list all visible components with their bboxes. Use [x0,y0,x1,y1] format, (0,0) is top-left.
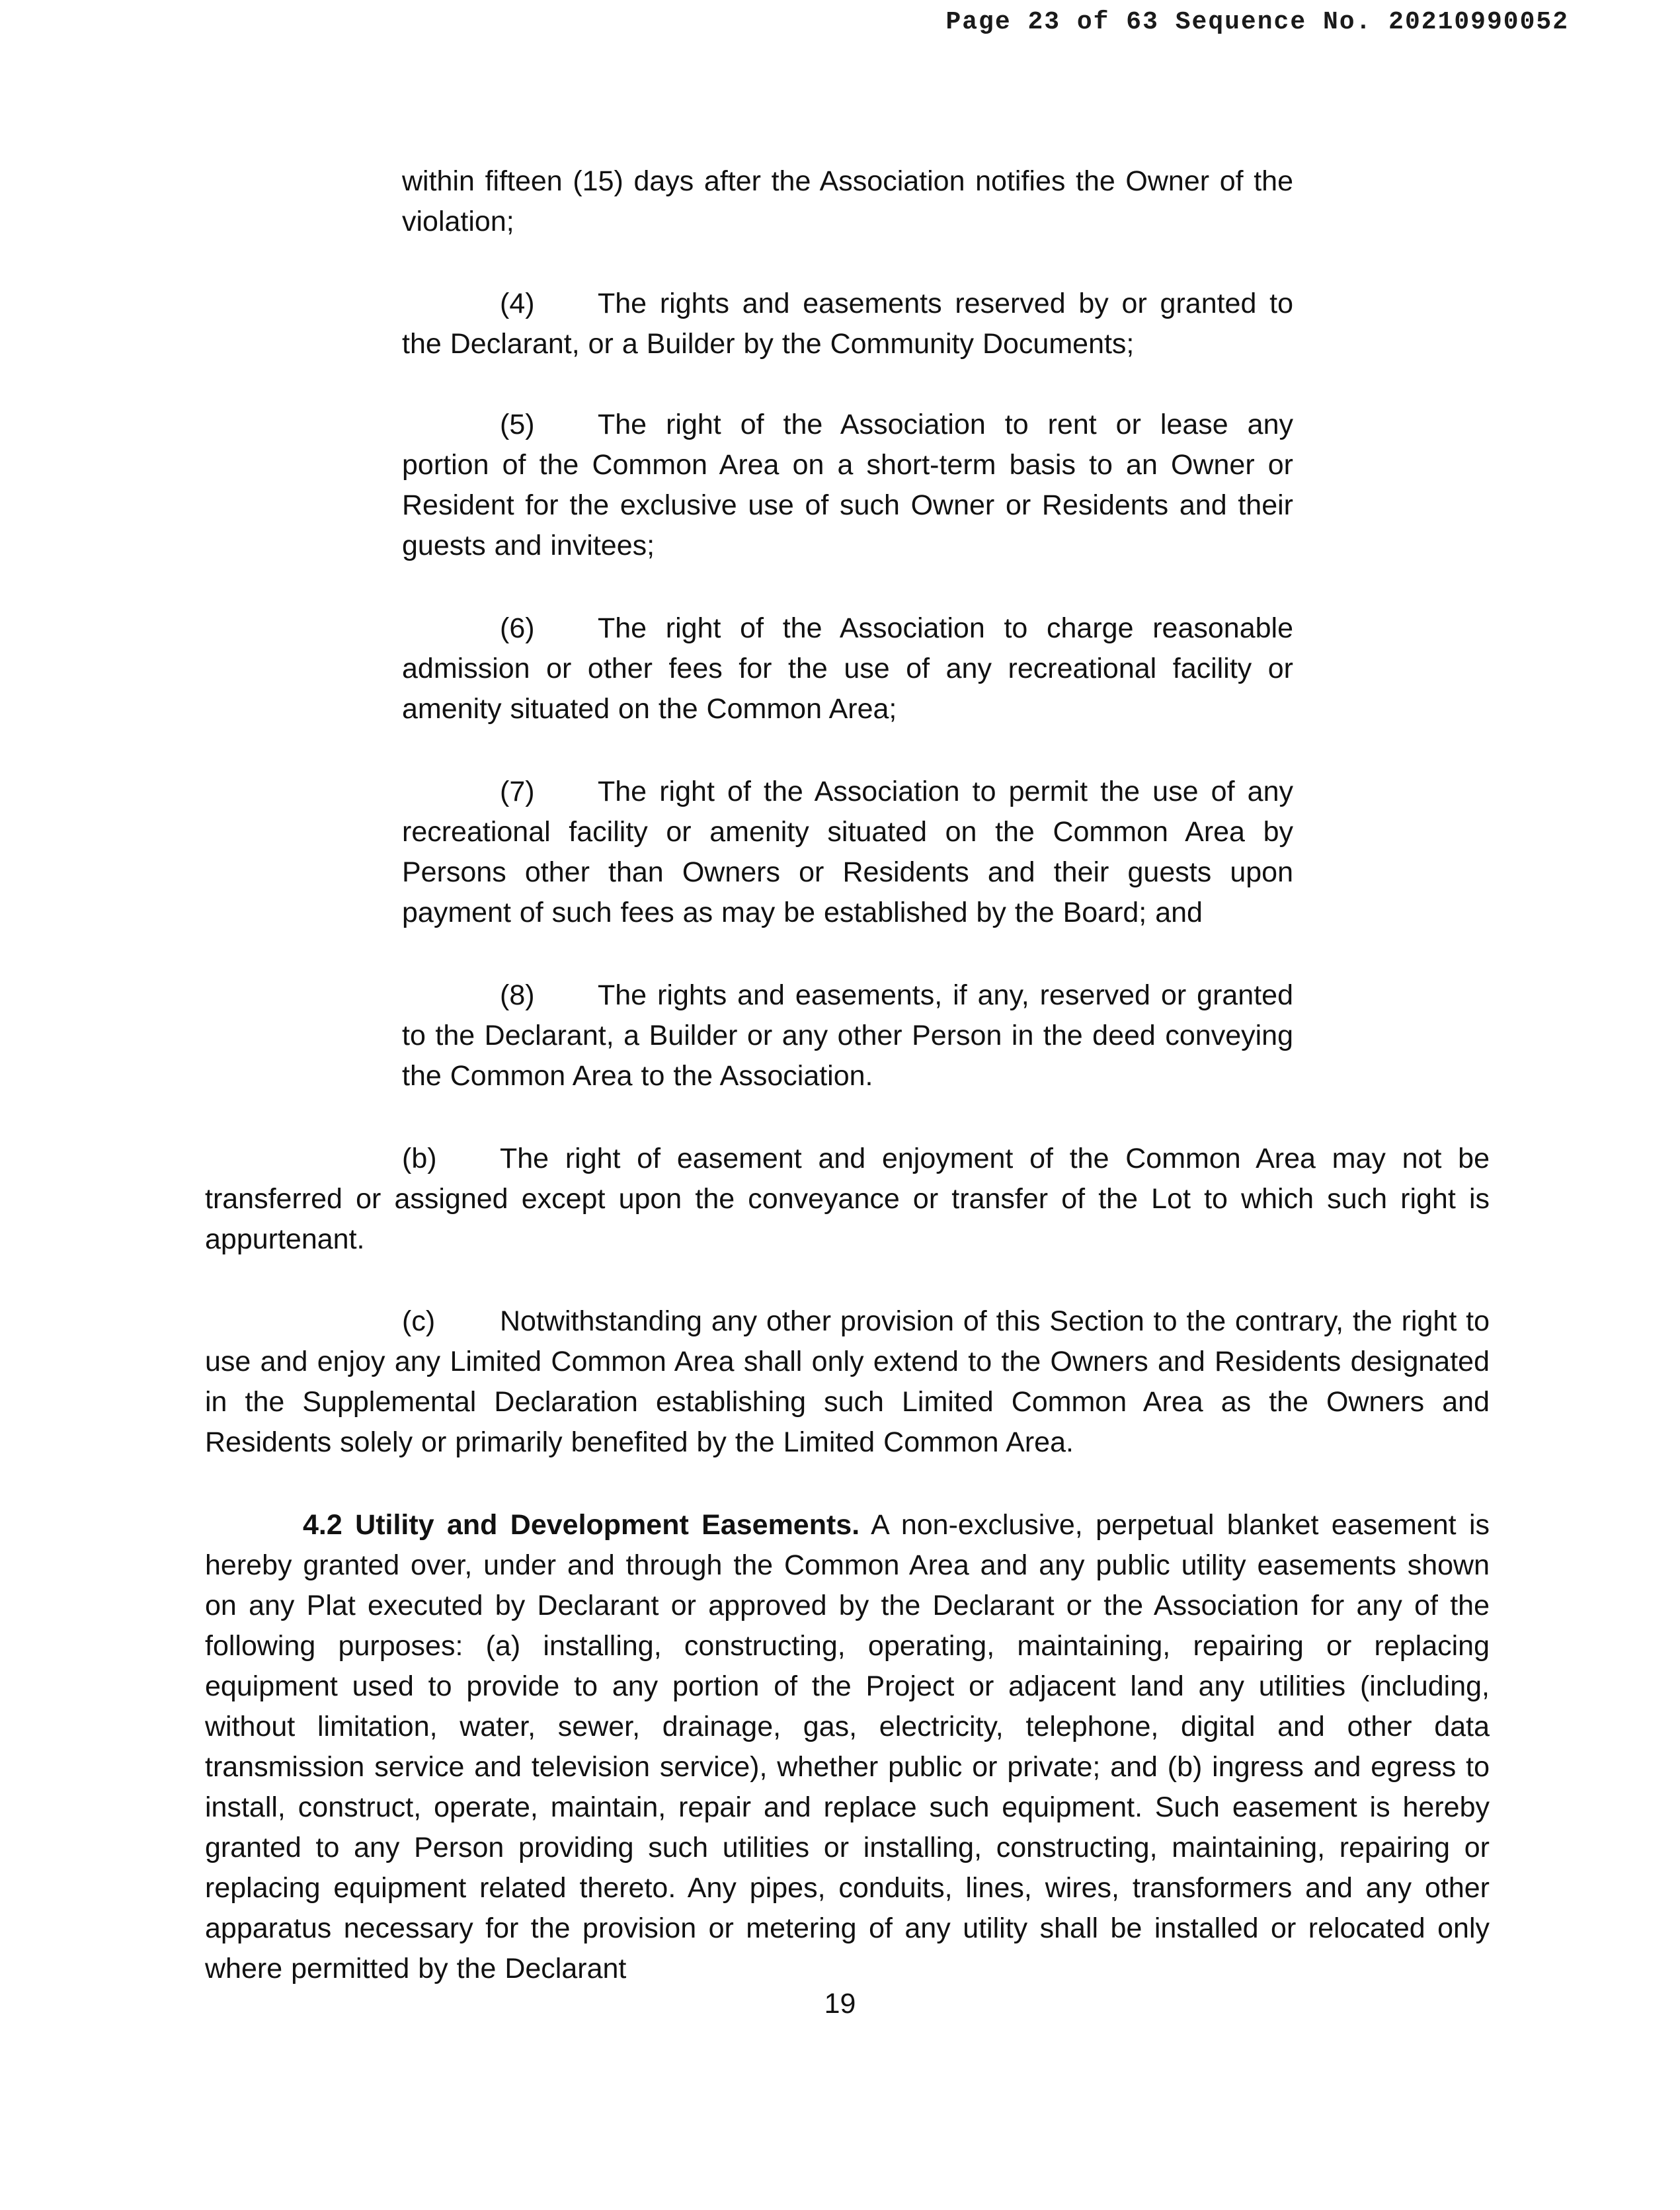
section-number: 4.2 [303,1509,342,1541]
list-item-7 [402,772,1293,933]
list-item-number: (8) [500,979,535,1011]
paragraph-text: Notwithstanding any other provision of this Section to the contrary, the right to use and enjoy any Limited Common Area shall only extend to the Owners and Residents designated in the Supplemental Declaration establishing such Limited Common Area as the Owners and Residents solely or primarily benefited by the Limited Common Area. [205,1305,1490,1458]
list-item-number: (4) [500,288,535,319]
list-item-5 [402,405,1293,566]
list-item-number: (6) [500,612,535,644]
list-item-text: The rights and easements reserved by or granted to the Declarant, or a Builder by the Community Documents; [402,288,1293,360]
section-4-2 [205,1505,1490,1989]
paragraph-text: The right of easement and enjoyment of the Common Area may not be transferred or assigned except upon the conveyance or transfer of the Lot to which such right is appurtenant. [205,1143,1490,1255]
list-item-6 [402,608,1293,729]
paragraph-number: (b) [402,1143,437,1174]
section-text: A non-exclusive, perpetual blanket easement is hereby granted over, under and through the Common Area and any public utility easements shown on any Plat executed by Declarant or approved by the Declarant or the Association for any of the following purposes: (a) installing, constructing, operating, maintaining, repairing or replacing equipment used to provide to any portion of the Project or adjacent land any utilities (including, without limitation, water, sewer, drainage, gas, electricity, telephone, digital and other data transmission service and television service), whether public or private; and (b) ingress and egress to install, construct, operate, maintain, repair and replace such equipment. Such easement is hereby granted to any Person providing such utilities or installing, constructing, maintaining, repairing or replacing equipment related thereto. Any pipes, conduits, lines, wires, transformers and any other apparatus necessary for the provision or metering of any utility shall be installed or relocated only where permitted by the Declarant [205,1509,1490,1985]
list-item-8 [402,975,1293,1096]
continuation-paragraph: within fifteen (15) days after the Association notifies the Owner of the violation; [402,165,1293,237]
list-item-text: The rights and easements, if any, reserved or granted to the Declarant, a Builder or any other Person in the deed conveying the Common Area to the Association. [402,979,1293,1092]
section-title: Utility and Development Easements. [355,1509,860,1541]
recording-stamp: Page 23 of 63 Sequence No. 20210990052 [945,8,1569,36]
page-number: 19 [824,1988,856,2020]
paragraph-number: (c) [402,1305,436,1337]
list-item-text: The right of the Association to permit the use of any recreational facility or amenity situated on the Common Area by Persons other than Owners or Residents and their guests upon payment of such fees as may be established by the Board; and [402,776,1293,928]
paragraph-c [205,1301,1490,1463]
list-item-text: The right of the Association to charge reasonable admission or other fees for the use of any recreational facility or amenity situated on the Common Area; [402,612,1293,725]
list-item-number: (7) [500,776,535,807]
list-item-number: (5) [500,409,535,440]
list-item-text: The right of the Association to rent or lease any portion of the Common Area on a short-term basis to an Owner or Resident for the exclusive use of such Owner or Residents and their guests and invitees; [402,409,1293,561]
paragraph-b [205,1139,1490,1260]
list-item-4 [402,284,1293,364]
